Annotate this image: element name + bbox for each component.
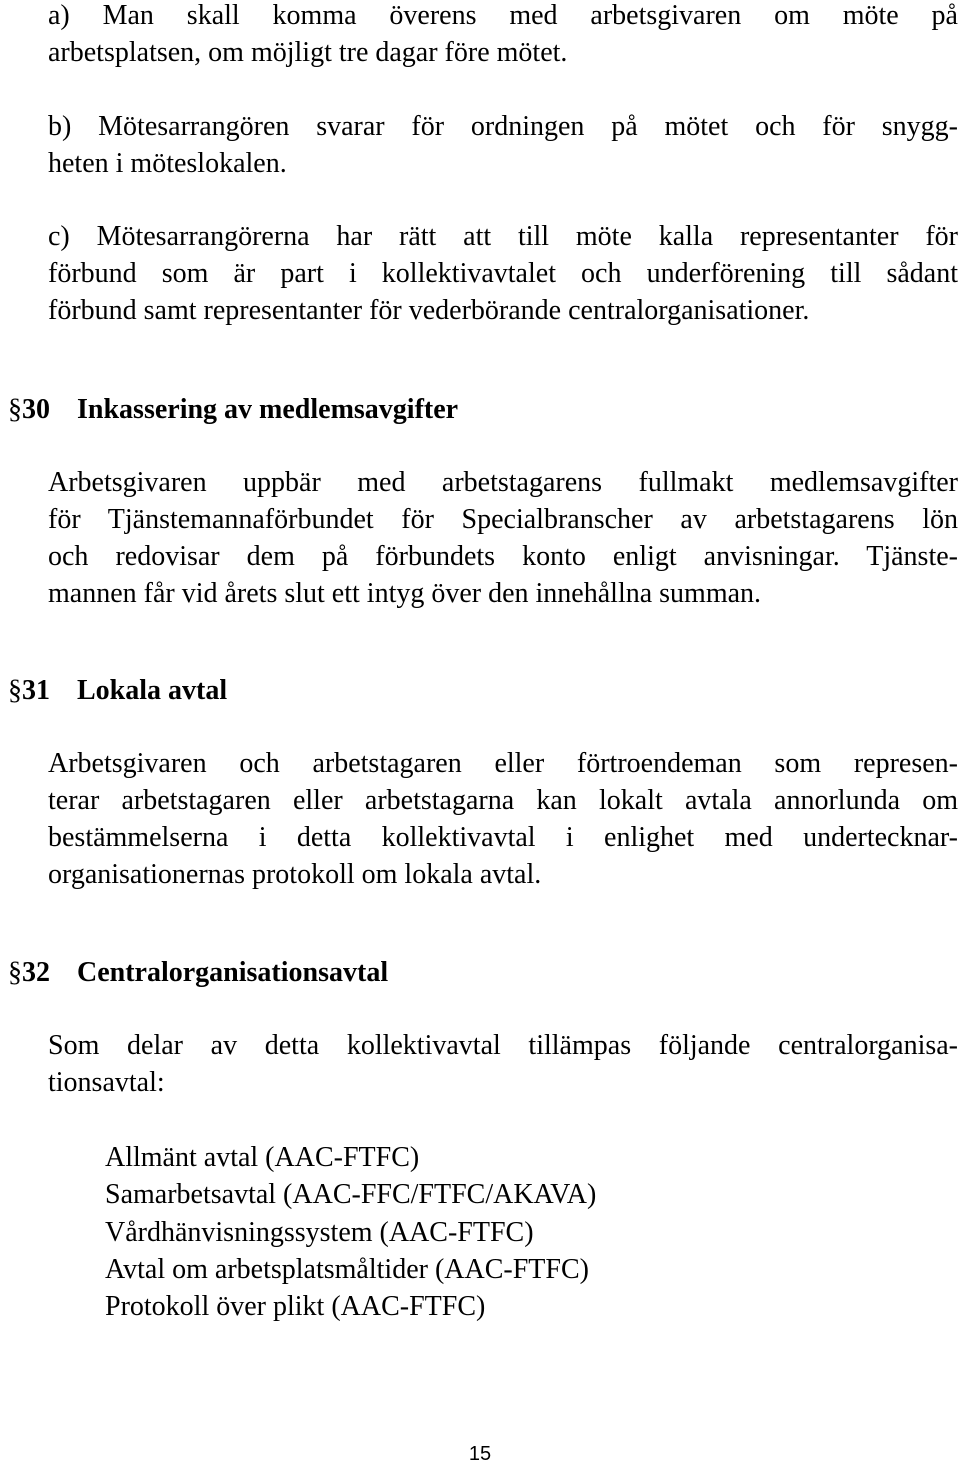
page-number: 15 bbox=[468, 1443, 492, 1465]
section-32-heading bbox=[0, 953, 960, 993]
section-symbol: § bbox=[8, 394, 22, 425]
section-symbol: § bbox=[8, 957, 22, 988]
intro-item-a-line-2: arbetsplatsen, om möjligt tre dagar före mötet. bbox=[48, 37, 568, 68]
section-31-heading bbox=[0, 671, 960, 711]
intro-item-b-line-2: heten i möteslokalen. bbox=[48, 148, 287, 179]
section-31-line-3: bestämmelserna i detta kollektivavtal i enlighet med undertecknar- bbox=[48, 822, 958, 853]
section-31-line-1: Arbetsgivaren och arbetstagaren eller förtroendeman som represen- bbox=[48, 748, 958, 779]
section-number: 32 bbox=[22, 957, 50, 988]
section-number: 31 bbox=[22, 675, 50, 706]
section-30-line-2: för Tjänstemannaförbundet för Specialbranscher av arbetstagarens lön bbox=[48, 504, 958, 535]
intro-item-a-line-1: a) Man skall komma överens med arbetsgivaren om möte på bbox=[48, 0, 958, 31]
section-title: Lokala avtal bbox=[77, 675, 228, 706]
section-31-body bbox=[48, 745, 958, 893]
intro-item-b bbox=[48, 108, 958, 182]
agreement-item: Avtal om arbetsplatsmåltider (AAC-FTFC) bbox=[105, 1253, 589, 1285]
intro-item-c bbox=[48, 218, 958, 329]
section-30-line-3: och redovisar dem på förbundets konto enligt anvisningar. Tjänste- bbox=[48, 541, 958, 572]
section-31-line-2: terar arbetstagaren eller arbetstagarna kan lokalt avtala annorlunda om bbox=[48, 785, 958, 816]
section-32-body bbox=[48, 1027, 958, 1101]
agreement-item: Allmänt avtal (AAC-FTFC) bbox=[105, 1142, 420, 1173]
section-number: 30 bbox=[22, 394, 50, 425]
agreement-item: Samarbetsavtal (AAC-FFC/FTFC/AKAVA) bbox=[105, 1179, 597, 1211]
agreement-item: Protokoll över plikt (AAC-FTFC) bbox=[105, 1291, 486, 1323]
intro-item-a bbox=[48, 0, 958, 71]
section-30-line-4: mannen får vid årets slut ett intyg över den innehållna summan. bbox=[48, 578, 762, 609]
intro-item-c-line-1: c) Mötesarrangörerna har rätt att till möte kalla representanter för bbox=[48, 221, 958, 252]
section-30-body bbox=[48, 464, 958, 612]
agreement-list bbox=[105, 1139, 805, 1325]
intro-item-c-line-3: förbund samt representanter för vederbörande centralorganisationer. bbox=[48, 295, 810, 326]
section-32-line-1: Som delar av detta kollektivavtal tillämpas följande centralorganisa- bbox=[48, 1030, 958, 1061]
section-title: Inkassering av medlemsavgifter bbox=[77, 394, 459, 425]
section-title: Centralorganisationsavtal bbox=[77, 957, 389, 988]
section-32-line-2: tionsavtal: bbox=[48, 1067, 165, 1098]
section-symbol: § bbox=[8, 675, 22, 706]
intro-item-c-line-2: förbund som är part i kollektivavtalet och underförening till sådant bbox=[48, 258, 958, 289]
intro-item-b-line-1: b) Mötesarrangören svarar för ordningen på mötet och för snygg- bbox=[48, 111, 958, 142]
section-30-heading bbox=[0, 390, 960, 430]
section-30-line-1: Arbetsgivaren uppbär med arbetstagarens fullmakt medlemsavgifter bbox=[48, 467, 958, 498]
section-31-line-4: organisationernas protokoll om lokala avtal. bbox=[48, 859, 542, 890]
agreement-item: Vårdhänvisningssystem (AAC-FTFC) bbox=[105, 1216, 534, 1248]
